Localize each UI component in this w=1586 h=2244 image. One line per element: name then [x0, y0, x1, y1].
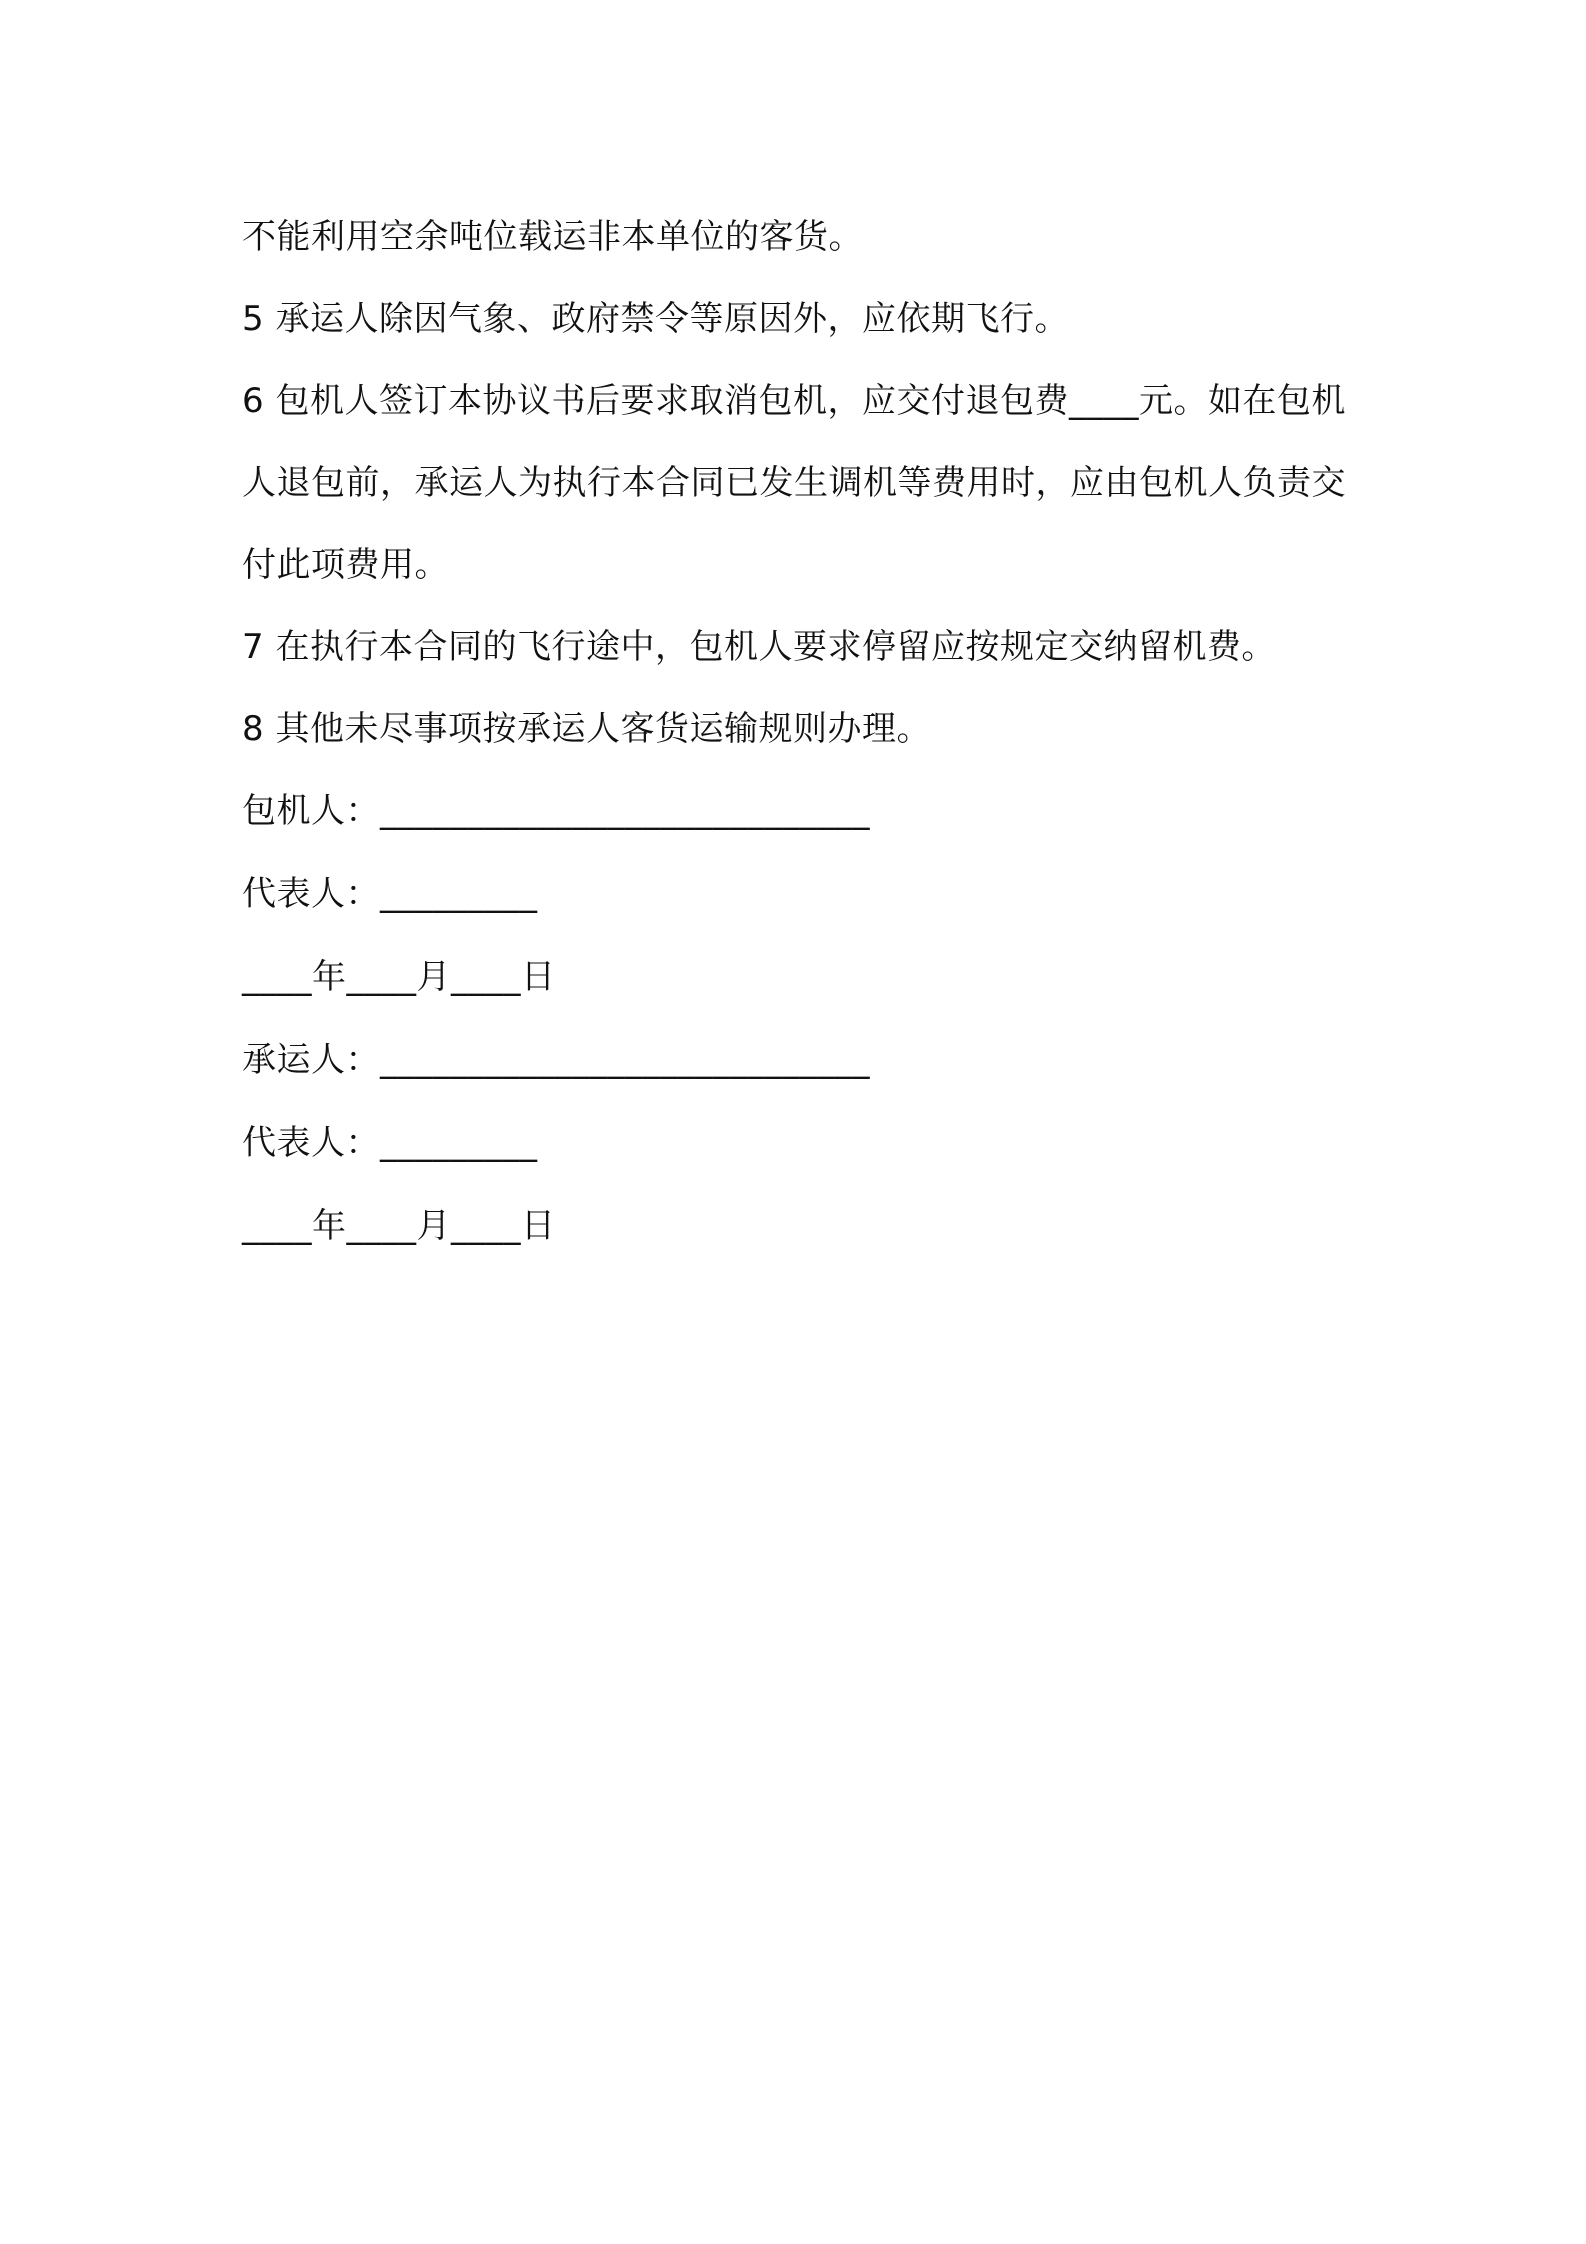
carrier-signature-line: 承运人：____________________________: [242, 1040, 870, 1080]
carrier-date-line: ____年____月____日: [242, 1206, 556, 1246]
clause-6: 6 包机人签订本协议书后要求取消包机，应交付退包费____元。如在包机人退包前，承运人为执行本合同已发生调机等费用时，应由包机人负责交付此项费用。: [242, 381, 1346, 585]
carrier-representative-line: 代表人：_________: [242, 1123, 538, 1163]
charterer-signature-line: 包机人：____________________________: [242, 791, 870, 831]
document-body: [242, 196, 1362, 1268]
paragraph-continuation: 不能利用空余吨位载运非本单位的客货。: [242, 217, 863, 257]
charterer-date-line: ____年____月____日: [242, 957, 556, 997]
clause-7: 7 在执行本合同的飞行途中，包机人要求停留应按规定交纳留机费。: [242, 627, 1276, 667]
clause-8: 8 其他未尽事项按承运人客货运输规则办理。: [242, 709, 931, 749]
charterer-representative-line: 代表人：_________: [242, 874, 538, 914]
clause-5: 5 承运人除因气象、政府禁令等原因外，应依期飞行。: [242, 299, 1069, 339]
